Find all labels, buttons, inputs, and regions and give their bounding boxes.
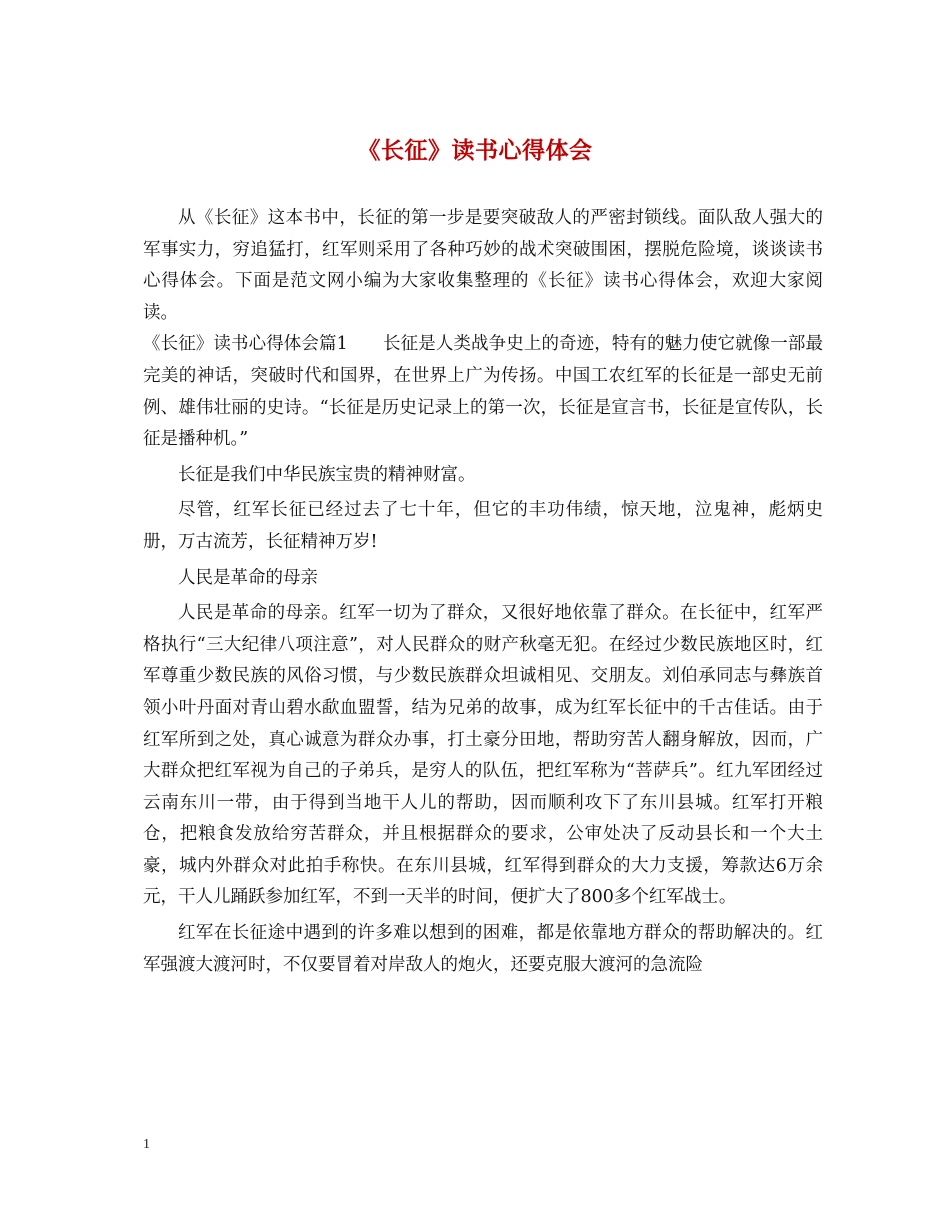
section-heading-paragraph: 《长征》读书心得体会篇1 长征是人类战争史上的奇迹，特有的魅力使它就像一部最完美的神话，突破时代和国界，在世界上广为传扬。中国工农红军的长征是一部史无前例、雄伟壮丽的史诗。“长征是历史记录上的第一次，长征是宣言书，长征是宣传队，长征是播种机。” [143,334,823,450]
body-paragraph: 人民是革命的母亲。红军一切为了群众，又很好地依靠了群众。在长征中，红军严格执行“三大纪律八项注意”，对人民群众的财产秋毫无犯。在经过少数民族地区时，红军尊重少数民族的风俗习惯，与少数民族群众坦诚相见、交朋友。刘伯承同志与彝族首领小叶丹面对青山碧水歃血盟誓，结为兄弟的故事，成为红军长征中的千古佳话。由于红军所到之处，真心诚意为群众办事，打土豪分田地，帮助穷苦人翻身解放，因而，广大群众把红军视为自己的子弟兵，是穷人的队伍，把红军称为“菩萨兵”。红九军团经过云南东川一带，由于得到当地干人儿的帮助，因而顺利攻下了东川县城。红军打开粮仓，把粮食发放给穷苦群众，并且根据群众的要求，公审处决了反动县长和一个大土豪，城内外群众对此拍手称快。在东川县城，红军得到群众的大力支援，筹款达6万余元，干人儿踊跃参加红军，不到一天半的时间，便扩大了800多个红军战士。 [143,603,823,908]
document-title: 《长征》读书心得体会 [357,137,593,164]
body-paragraph: 尽管，红军长征已经过去了七十年，但它的丰功伟绩，惊天地，泣鬼神，彪炳史册，万古流芳，长征精神万岁! [143,500,823,552]
page-number: 1 [143,1137,150,1152]
body-paragraph: 长征是我们中华民族宝贵的精神财富。 [178,464,476,485]
intro-paragraph: 从《长征》这本书中，长征的第一步是要突破敌人的严密封锁线。面队敌人强大的军事实力，穷追猛打，红军则采用了各种巧妙的战术突破围困，摆脱危险境，谈谈读书心得体会。下面是范文网小编为大家收集整理的《长征》读书心得体会，欢迎大家阅读。 [143,208,823,323]
document-body [143,203,823,981]
body-paragraph: 红军在长征途中遇到的许多难以想到的困难，都是依靠地方群众的帮助解决的。红军强渡大渡河时，不仅要冒着对岸敌人的炮火，还要克服大渡河的急流险 [143,923,823,975]
subheading-paragraph: 人民是革命的母亲 [178,567,318,588]
